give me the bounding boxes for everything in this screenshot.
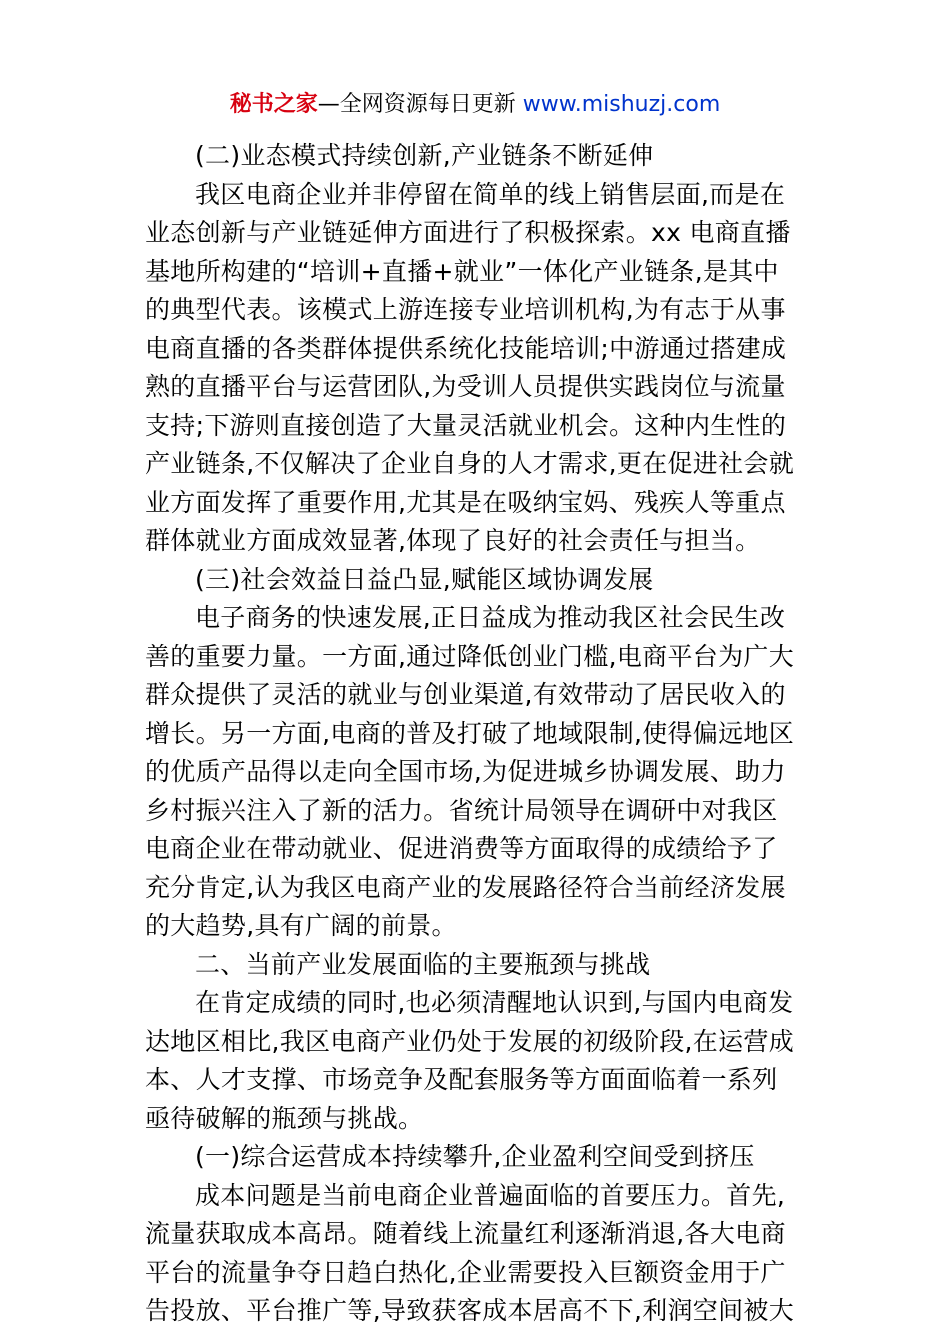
text-line: 本、人才支撑、市场竞争及配套服务等方面面临着一系列 xyxy=(145,1065,778,1094)
text-line: 群体就业方面成效显著,体现了良好的社会责任与担当。 xyxy=(145,526,761,555)
text-line: 充分肯定,认为我区电商产业的发展路径符合当前经济发展 xyxy=(145,872,786,902)
text-line: (三)社会效益日益凸显,赋能区域协调发展 xyxy=(195,564,654,594)
text-line: 增长。另一方面,电商的普及打破了地域限制,使得偏远地区 xyxy=(145,718,794,748)
text-line: 告投放、平台推广等,导致获客成本居高不下,利润空间被大 xyxy=(145,1296,794,1325)
text-line: 基地所构建的“培训+直播+就业”一体化产业链条,是其中 xyxy=(145,256,779,286)
text-line: 我区电商企业并非停留在简单的线上销售层面,而是在 xyxy=(195,179,786,209)
text-line: 达地区相比,我区电商产业仍处于发展的初级阶段,在运营成 xyxy=(145,1026,794,1056)
text-line: (一)综合运营成本持续攀升,企业盈利空间受到挤压 xyxy=(195,1142,755,1171)
text-line: 的优质产品得以走向全国市场,为促进城乡协调发展、助力 xyxy=(145,757,786,786)
text-line: 支持;下游则直接创造了大量灵活就业机会。这种内生性的 xyxy=(145,410,787,440)
text-line: 电子商务的快速发展,正日益成为推动我区社会民生改 xyxy=(195,603,786,632)
text-line: 在肯定成绩的同时,也必须清醒地认识到,与国内电商发 xyxy=(195,988,794,1017)
text-line: 二、当前产业发展面临的主要瓶颈与挑战 xyxy=(195,949,651,979)
text-line: 善的重要力量。一方面,通过降低创业门槛,电商平台为广大 xyxy=(145,641,794,671)
text-line: 熟的直播平台与运营团队,为受训人员提供实践岗位与流量 xyxy=(145,372,786,401)
text-line: 流量获取成本高昂。随着线上流量红利逐渐消退,各大电商 xyxy=(145,1219,786,1248)
text-line: 平台的流量争夺日趋白热化,企业需要投入巨额资金用于广 xyxy=(145,1257,786,1287)
text-line: 群众提供了灵活的就业与创业渠道,有效带动了居民收入的 xyxy=(145,680,786,709)
text-line: 业态创新与产业链延伸方面进行了积极探索。xx 电商直播 xyxy=(145,218,791,247)
text-line: 业方面发挥了重要作用,尤其是在吸纳宝妈、残疾人等重点 xyxy=(145,487,786,517)
text-line: 产业链条,不仅解决了企业自身的人才需求,更在促进社会就 xyxy=(145,449,794,478)
text-line: 的典型代表。该模式上游连接专业培训机构,为有志于从事 xyxy=(145,295,786,324)
text-line: 的大趋势,具有广阔的前景。 xyxy=(145,911,457,940)
page-header xyxy=(0,88,950,122)
brand-name: 秘书之家 xyxy=(229,92,318,117)
site-url-link[interactable]: www.mishuzj.com xyxy=(522,92,721,117)
document-body xyxy=(145,137,810,1331)
text-line: 乡村振兴注入了新的活力。省统计局领导在调研中对我区 xyxy=(145,795,778,825)
header-tagline: —全网资源每日更新 xyxy=(317,92,523,117)
text-line: 电商企业在带动就业、促进消费等方面取得的成绩给予了 xyxy=(145,834,778,863)
text-line: 成本问题是当前电商企业普遍面临的首要压力。首先, xyxy=(195,1180,786,1210)
text-line: 电商直播的各类群体提供系统化技能培训;中游通过搭建成 xyxy=(145,333,787,363)
text-line: 亟待破解的瓶颈与挑战。 xyxy=(145,1103,424,1133)
text-line: (二)业态模式持续创新,产业链条不断延伸 xyxy=(195,141,654,170)
